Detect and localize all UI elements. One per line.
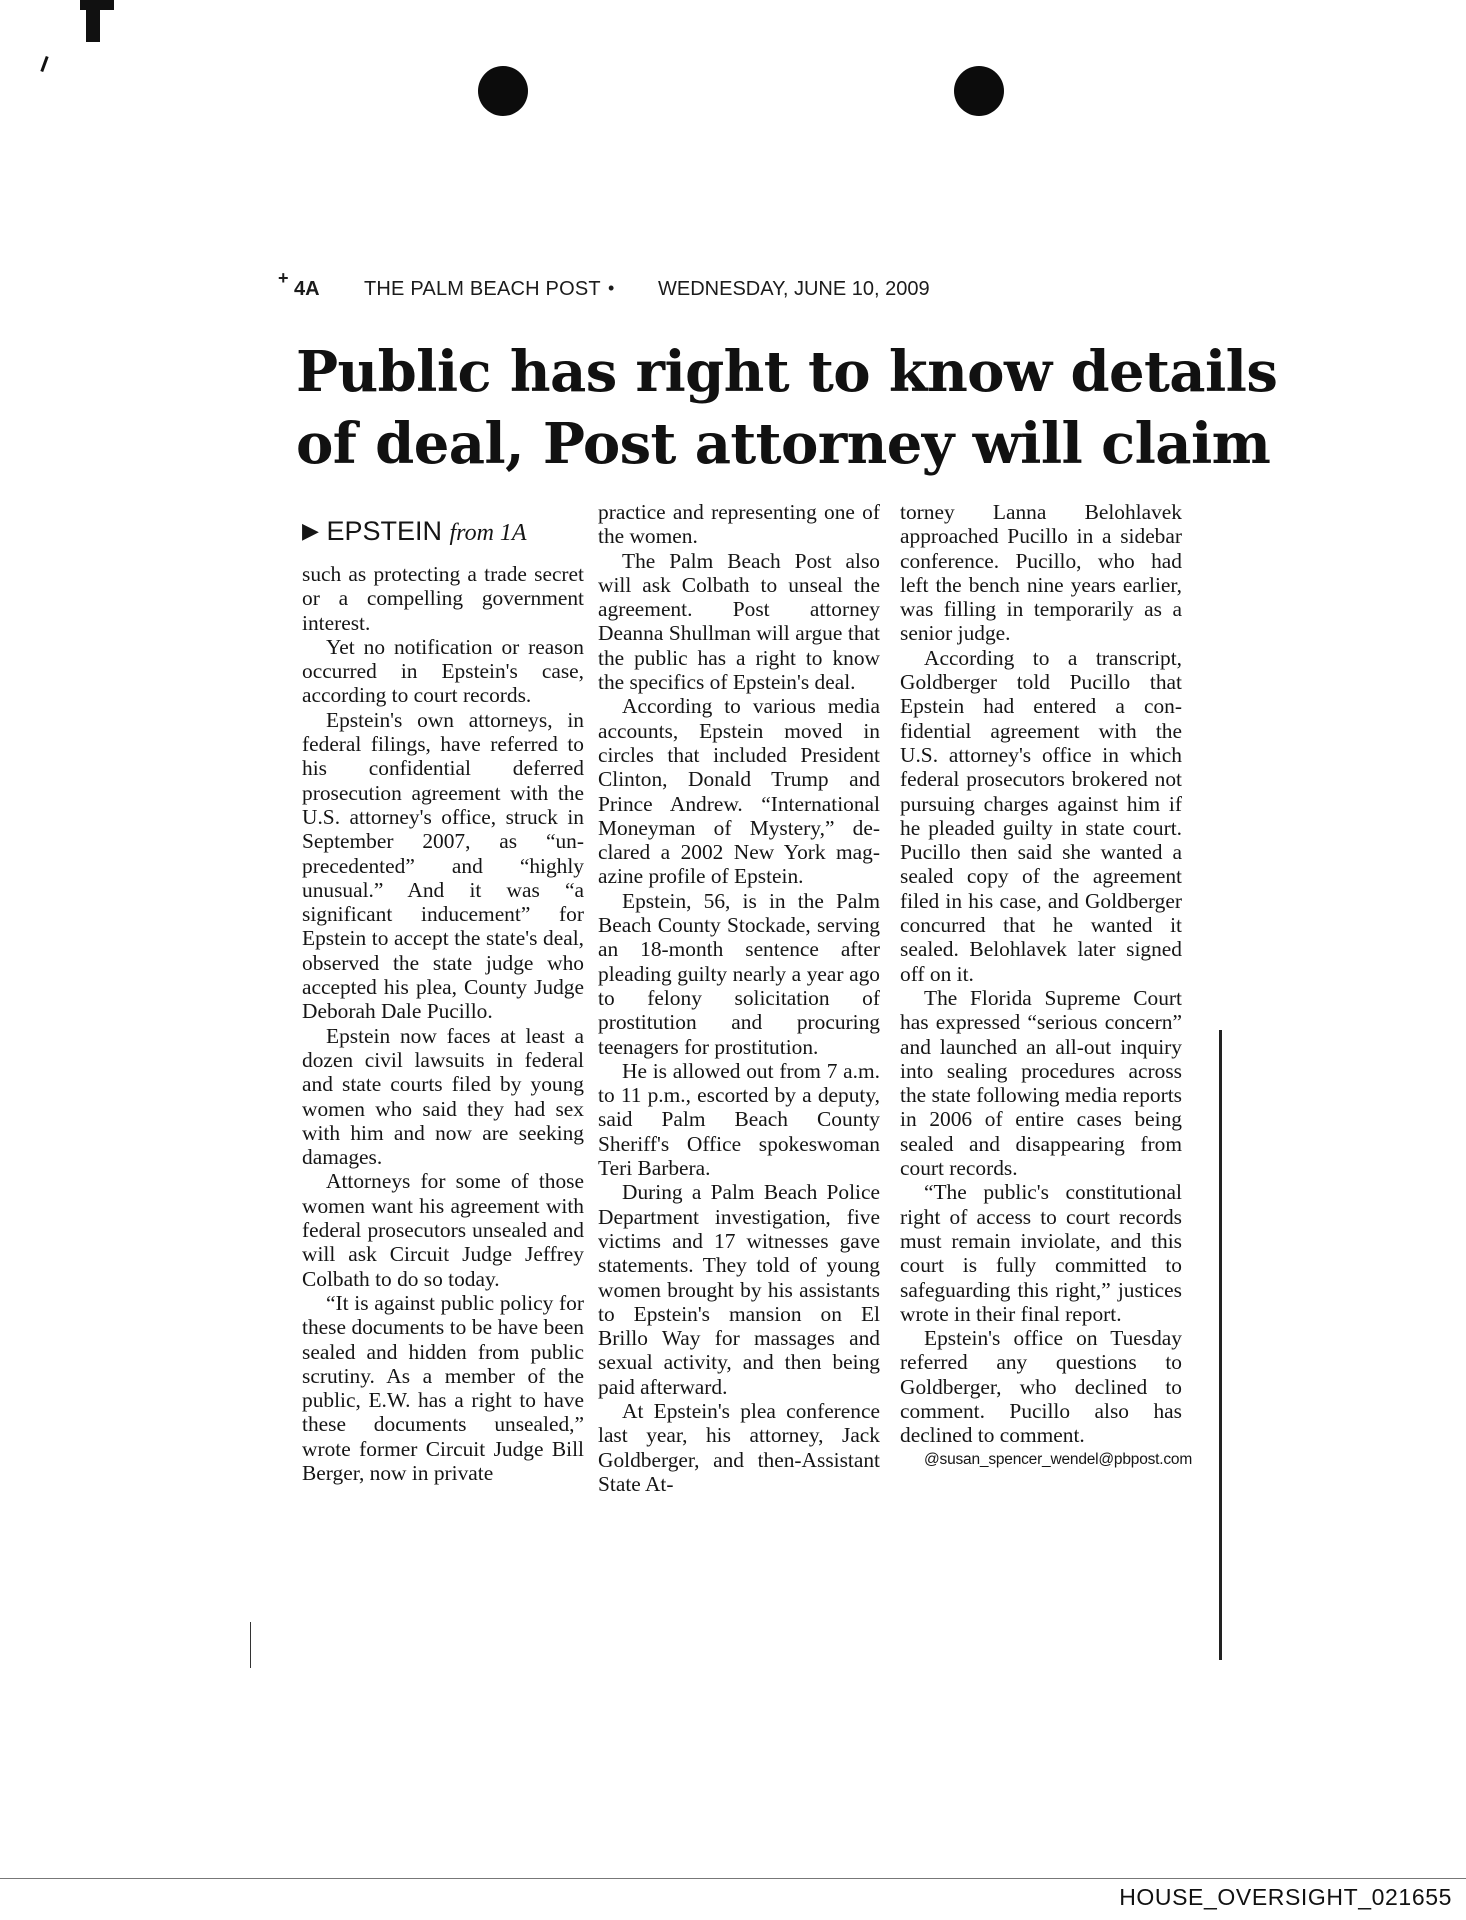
- article-column-1: [302, 562, 584, 1485]
- plus-mark: +: [278, 268, 289, 288]
- footer-divider: [0, 1878, 1466, 1879]
- scan-line-mark: [250, 1622, 251, 1668]
- paragraph: Epstein's office on Tuesday referred any questions to Goldberger, who declined to comment. Pucillo also has declined to comment.: [900, 1326, 1182, 1448]
- punch-hole-right: [954, 66, 1004, 116]
- paragraph: Epstein, 56, is in the Palm Beach County Stockade, serving an 18-month sentence after pleading guilty nearly a year ago to felony solicitation of prostitution and procuring teenagers for prostitution.: [598, 888, 880, 1059]
- scan-speck: [40, 56, 48, 72]
- paragraph: According to various media accounts, Epstein moved in circles that included President Clinton, Donald Trump and Prince Andrew. “International Moneyman of Mystery,” declared a 2002 New York magazine profile of Epstein.: [598, 694, 880, 889]
- paragraph: such as protecting a trade secret or a compelling government interest.: [302, 562, 584, 635]
- column-rule: [1219, 1030, 1222, 1660]
- paragraph: Yet no notification or reason occurred in Epstein's case, according to court records.: [302, 634, 584, 708]
- paragraph: “The public's constitutional right of access to court records must remain inviolate, and this court is fully committed to safeguarding this right,” justices wrote in their final report.: [900, 1180, 1182, 1326]
- issue-date: WEDNESDAY, JUNE 10, 2009: [658, 278, 930, 300]
- jump-line: [302, 516, 527, 547]
- paragraph: He is allowed out from 7 a.m. to 11 p.m., escorted by a deputy, said Palm Beach County Sheriff's Office spokeswoman Teri Barbera.: [598, 1058, 880, 1181]
- page-masthead: [278, 268, 938, 308]
- jump-label: EPSTEIN: [326, 516, 442, 546]
- article-column-2: [598, 500, 880, 1496]
- article-column-3: [900, 500, 1193, 1472]
- paragraph: practice and representing one of the women.: [598, 500, 880, 549]
- document-id: HOUSE_OVERSIGHT_021655: [1119, 1884, 1452, 1910]
- paragraph: Epstein now faces at least a dozen civil lawsuits in federal and state courts filed by young women who said they had sex with him and now are seeking damages.: [302, 1023, 584, 1170]
- paragraph: At Epstein's plea conference last year, his attorney, Jack Goldberger, and then-Assistant State At-: [598, 1398, 880, 1496]
- paragraph: torney Lanna Belohlavek approached Pucillo in a sidebar conference. Pucillo, who had left the bench nine years earlier, was filling in temporarily as a senior judge.: [900, 500, 1182, 646]
- paragraph: “It is against public policy for these documents to be have been sealed and hidden from public scrutiny. As a member of the public, E.W. has a right to have these documents unsealed,” wrote former Circuit Judge Bill Berger, now in private: [302, 1290, 584, 1485]
- punch-hole-left: [478, 66, 528, 116]
- scan-corner-mark: [80, 0, 114, 10]
- author-byline: @susan_spencer_wendel@pbpost.com: [924, 1450, 1193, 1468]
- paragraph: The Palm Beach Post also will ask Colbath to unseal the agreement. Post attorney Deanna Shullman will argue that the public has a right to know the specifics of Epstein's deal.: [598, 548, 880, 695]
- paragraph: During a Palm Beach Police Department investigation, five victims and 17 witnesses gave statements. They told of young women brought by his assistants to Epstein's mansion on El Brillo Way for massages and sexual activity, and then being paid afterward.: [598, 1180, 880, 1399]
- newspaper-name: THE PALM BEACH POST: [364, 278, 601, 300]
- paragraph: Epstein's own attorneys, in federal filings, have referred to his confidential deferred prosecution agreement with the U.S. attorney's office, struck in September 2007, as “unprecedented” and “highly unusual.” And it was “a significant inducement” for Epstein to accept the state's deal, observed the state judge who accepted his plea, County Judge Deborah Dale Pucillo.: [302, 707, 584, 1024]
- page-number: 4A: [294, 278, 320, 300]
- headline: [296, 336, 1278, 480]
- headline-line-2: of deal, Post attorney will claim: [296, 411, 1271, 477]
- headline-line-1: Public has right to know details: [296, 339, 1278, 405]
- play-arrow-icon: ▶: [302, 518, 319, 543]
- paragraph: Attorneys for some of those women want his agreement with federal prosecutors unsealed and will ask Circuit Judge Jeffrey Colbath to do so today.: [302, 1169, 584, 1291]
- paragraph: According to a transcript, Goldberger told Pucillo that Epstein had entered a confidential agreement with the U.S. attorney's office in which federal prosecutors brokered not pursuing charges against him if he pleaded guilty in state court. Pucillo then said she wanted a sealed copy of the agreement filed in his case, and Goldberger concurred that he wanted it sealed. Belohlavek later signed off on it.: [900, 645, 1182, 986]
- paragraph: The Florida Supreme Court has expressed “serious concern” and launched an all-out inquiry into sealing procedures across the state following media reports in 2006 of entire cases being sealed and disappearing from court records.: [900, 985, 1182, 1181]
- scan-corner-mark: [86, 10, 100, 42]
- bullet-separator: •: [608, 278, 615, 298]
- jump-from: from 1A: [449, 520, 527, 546]
